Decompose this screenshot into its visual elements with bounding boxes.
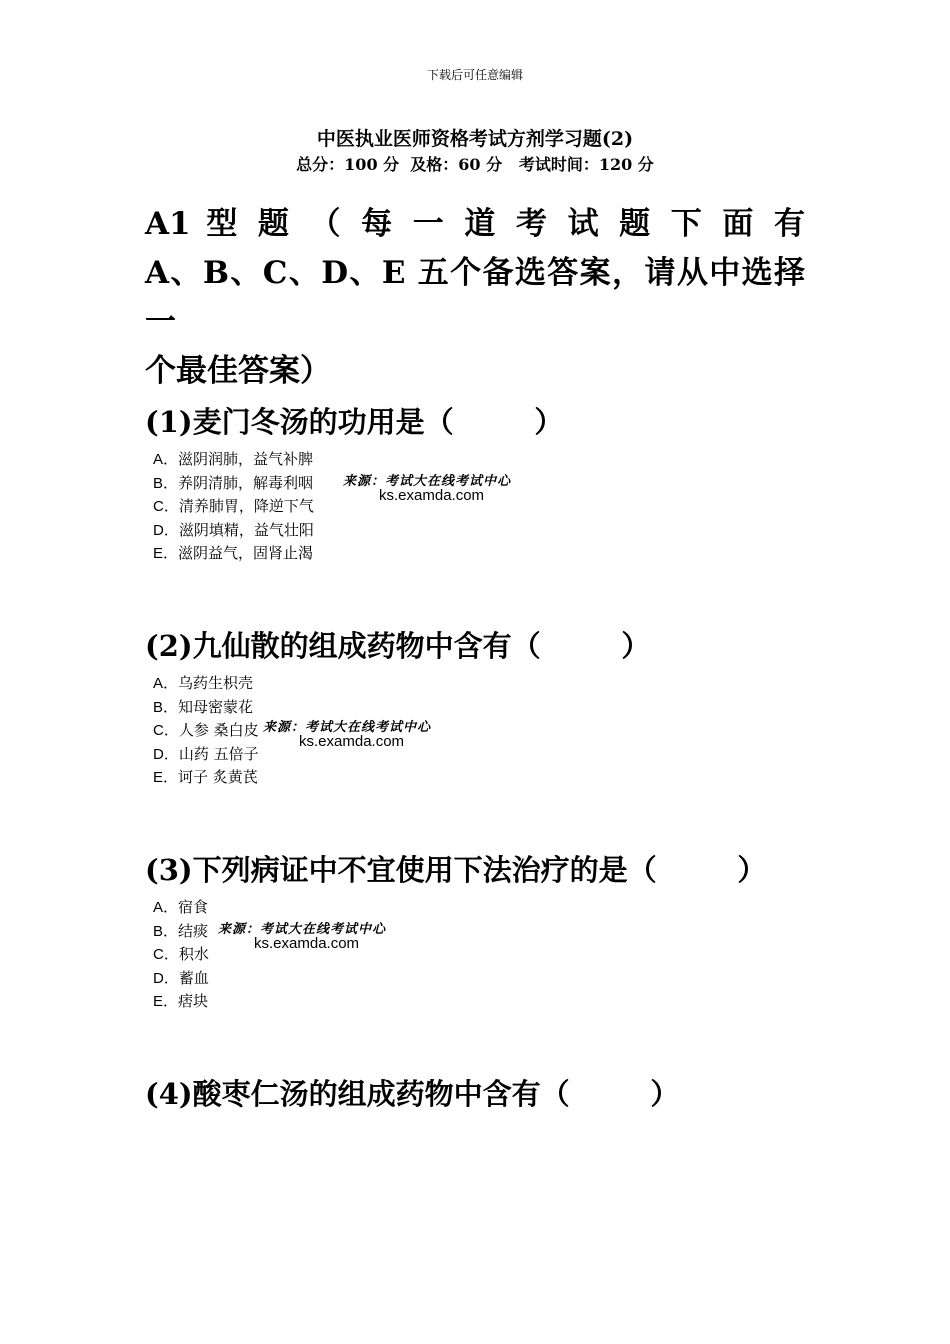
question-3	[145, 850, 825, 1014]
option-e	[153, 766, 825, 790]
option-letter: A．	[153, 675, 179, 692]
option-letter: E．	[153, 769, 179, 786]
question-stem: (4)酸枣仁汤的组成药物中含有（ ）	[145, 1077, 680, 1111]
option-a	[153, 672, 825, 696]
document-title: 中医执业医师资格考试方剂学习题(2)	[316, 128, 634, 150]
option-text: 山药 五倍子	[178, 744, 259, 763]
option-text: 痞块	[178, 992, 209, 1010]
option-text: 养阴清肺，解毒利咽	[178, 473, 314, 492]
option-d	[153, 743, 825, 767]
section-heading-line-2: A、B、C、D、E 五个备选答案，请从中选择一	[145, 255, 805, 340]
watermark	[263, 716, 431, 750]
option-text: 滋阴润肺，益气补脾	[178, 450, 314, 468]
option-text: 蓄血	[178, 968, 209, 987]
option-list	[153, 672, 825, 790]
option-letter: C．	[153, 722, 179, 739]
option-letter: C．	[153, 498, 179, 515]
option-letter: D．	[153, 521, 179, 539]
option-text: 积水	[178, 945, 209, 963]
header-note: 下载后可任意编辑	[426, 68, 523, 82]
watermark-url: ks.examda.com	[379, 487, 485, 504]
option-a	[153, 896, 825, 920]
watermark-url: ks.examda.com	[254, 935, 360, 952]
option-letter: B．	[153, 698, 179, 716]
option-text: 滋阴益气，固肾止渴	[178, 544, 314, 562]
question-2	[145, 626, 825, 790]
document-meta: 总分：100 分 及格：60 分 考试时间：120 分	[296, 155, 654, 174]
option-text: 诃子 炙黄芪	[178, 768, 258, 786]
watermark-url: ks.examda.com	[299, 733, 405, 750]
option-letter: D．	[153, 745, 179, 763]
watermark-source: 来源：考试大在线考试中心	[218, 922, 387, 937]
option-text: 乌药生枳壳	[178, 674, 254, 692]
watermark-source: 来源：考试大在线考试中心	[263, 720, 432, 735]
option-text: 滋阴填精，益气壮阳	[178, 520, 314, 539]
option-letter: B．	[153, 922, 179, 940]
watermark-source: 来源：考试大在线考试中心	[343, 474, 512, 489]
option-text: 结痰	[178, 921, 209, 940]
option-letter: D．	[153, 969, 179, 987]
option-letter: A．	[153, 899, 179, 916]
option-a	[153, 448, 825, 472]
question-stem: (3)下列病证中不宜使用下法治疗的是（ ）	[145, 853, 767, 887]
option-d	[153, 967, 825, 991]
option-letter: C．	[153, 946, 179, 963]
watermark	[218, 918, 386, 952]
option-letter: E．	[153, 545, 179, 562]
watermark	[343, 470, 511, 504]
option-text: 宿食	[178, 898, 209, 916]
option-e	[153, 990, 825, 1014]
option-text: 知母密蒙花	[178, 697, 254, 716]
question-1	[145, 402, 825, 566]
option-text: 清养肺胃，降逆下气	[178, 497, 314, 515]
section-heading-line-1: A1 型 题 （ 每 一 道 考 试 题 下 面 有	[145, 206, 805, 242]
question-stem: (1)麦门冬汤的功用是（ ）	[145, 405, 564, 439]
option-list	[153, 896, 825, 1014]
section-heading	[145, 200, 805, 396]
question-4	[145, 1074, 825, 1114]
option-letter: E．	[153, 993, 179, 1010]
section-heading-line-3: 个最佳答案）	[145, 353, 331, 389]
option-e	[153, 542, 825, 566]
option-b	[153, 696, 825, 720]
option-text: 人参 桑白皮	[178, 721, 259, 739]
option-list	[153, 448, 825, 566]
option-c	[153, 719, 825, 743]
question-stem: (2)九仙散的组成药物中含有（ ）	[145, 629, 651, 663]
option-letter: B．	[153, 474, 179, 492]
option-d	[153, 519, 825, 543]
option-letter: A．	[153, 451, 179, 468]
